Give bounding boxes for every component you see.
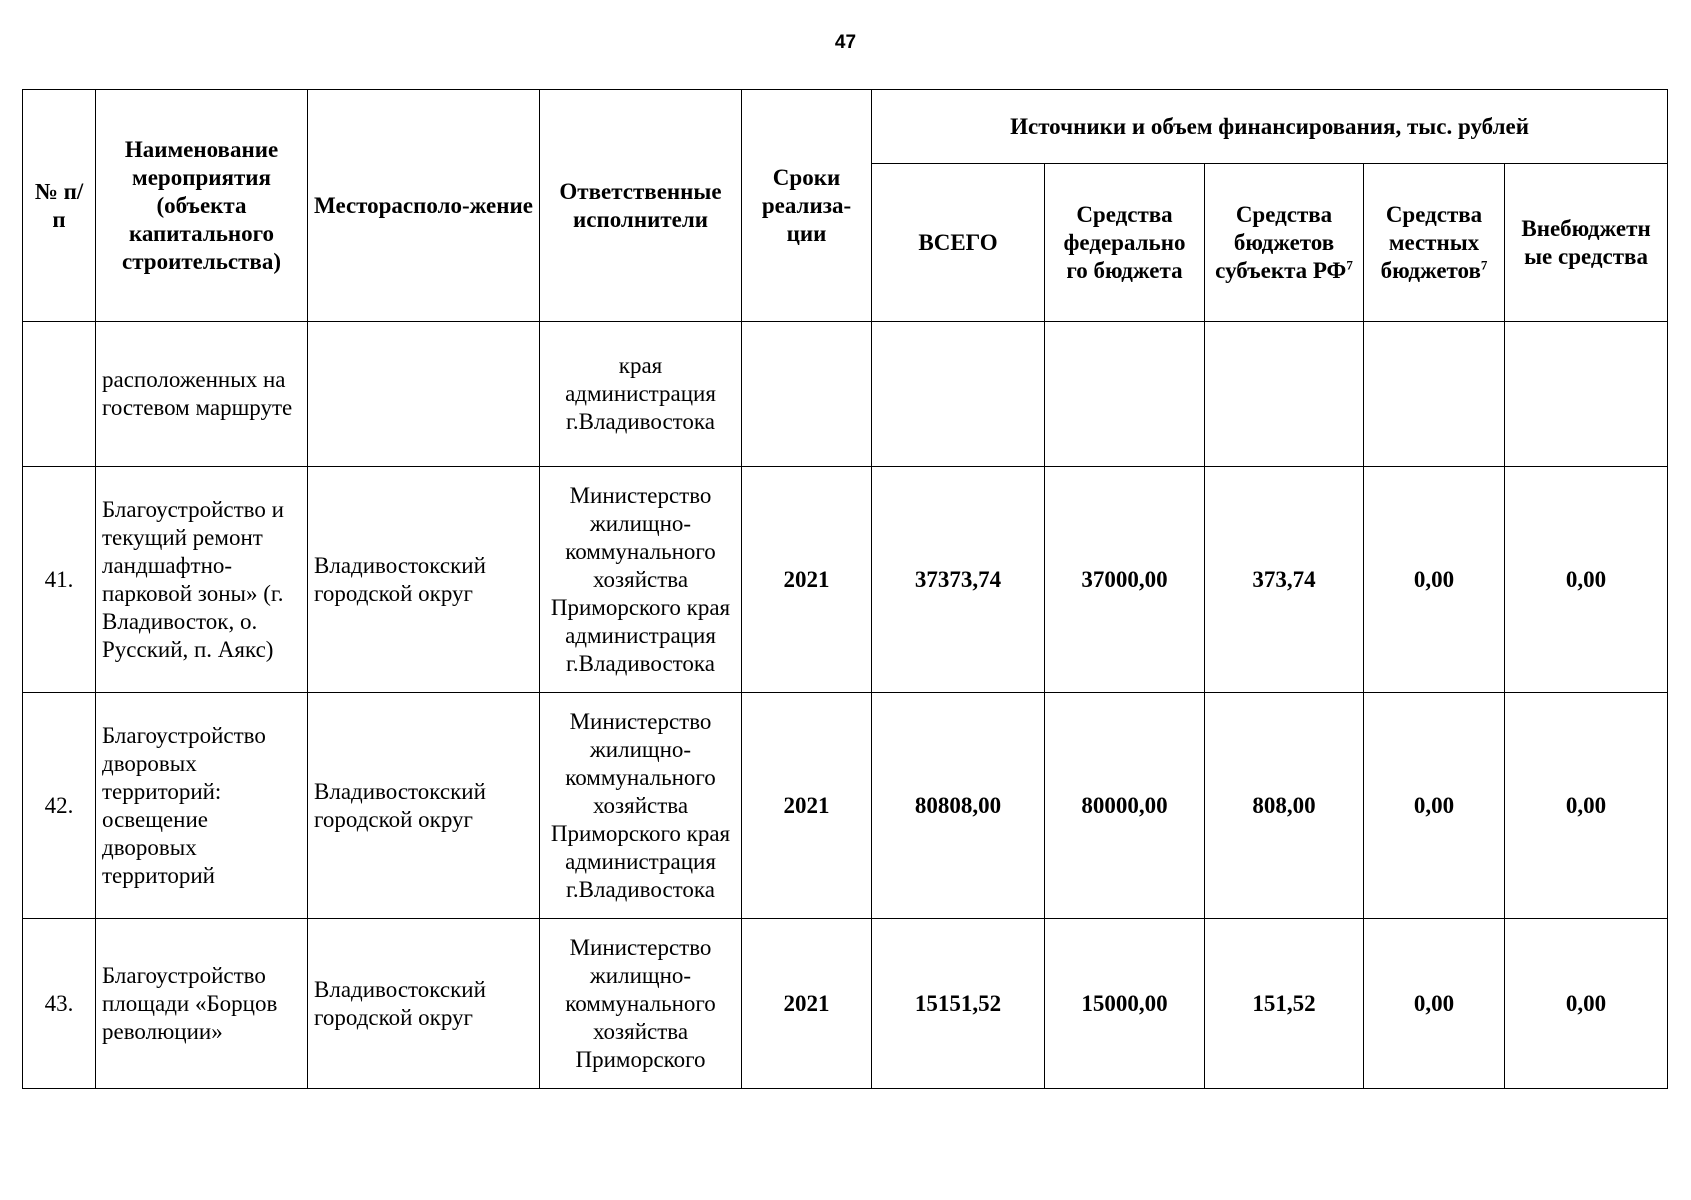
cell-responsible: Министерство жилищно-коммунального хозяйства Приморского	[540, 919, 742, 1089]
cell-subject: 373,74	[1205, 467, 1364, 693]
header-num: № п/п	[23, 90, 96, 322]
cell-extra: 0,00	[1505, 693, 1668, 919]
cell-federal: 15000,00	[1045, 919, 1205, 1089]
cell-total	[872, 322, 1045, 467]
cell-name: Благоустройство дворовых территорий: освещение дворовых территорий	[96, 693, 308, 919]
header-federal: Средства федерально го бюджета	[1045, 164, 1205, 322]
cell-responsible: Министерство жилищно-коммунального хозяйства Приморского края администрация г.Владивостока	[540, 467, 742, 693]
cell-local: 0,00	[1364, 693, 1505, 919]
header-subject-footnote: 7	[1346, 256, 1353, 272]
cell-period: 2021	[742, 467, 872, 693]
funding-table	[22, 89, 1668, 1089]
header-local	[1364, 164, 1505, 322]
cell-location: Владивостокский городской округ	[308, 919, 540, 1089]
header-location: Месторасполо-жение	[308, 90, 540, 322]
cell-responsible: края администрация г.Владивостока	[540, 322, 742, 467]
cell-local: 0,00	[1364, 919, 1505, 1089]
header-name: Наименование мероприятия (объекта капитального строительства)	[96, 90, 308, 322]
cell-federal: 37000,00	[1045, 467, 1205, 693]
header-funding-group: Источники и объем финансирования, тыс. рублей	[872, 90, 1668, 164]
cell-location: Владивостокский городской округ	[308, 467, 540, 693]
header-responsible: Ответственные исполнители	[540, 90, 742, 322]
cell-total: 80808,00	[872, 693, 1045, 919]
cell-extra: 0,00	[1505, 919, 1668, 1089]
cell-period: 2021	[742, 919, 872, 1089]
cell-responsible: Министерство жилищно-коммунального хозяйства Приморского края администрация г.Владивостока	[540, 693, 742, 919]
header-extra: Внебюджетн ые средства	[1505, 164, 1668, 322]
table-row	[23, 467, 1668, 693]
cell-name: Благоустройство площади «Борцов революции»	[96, 919, 308, 1089]
cell-subject	[1205, 322, 1364, 467]
cell-total: 15151,52	[872, 919, 1045, 1089]
table-row	[23, 919, 1668, 1089]
cell-local: 0,00	[1364, 467, 1505, 693]
cell-federal: 80000,00	[1045, 693, 1205, 919]
cell-num	[23, 322, 96, 467]
cell-name: расположенных на гостевом маршруте	[96, 322, 308, 467]
cell-num: 42.	[23, 693, 96, 919]
cell-extra	[1505, 322, 1668, 467]
table-row-continuation	[23, 322, 1668, 467]
cell-extra: 0,00	[1505, 467, 1668, 693]
header-subject-text: Средства бюджетов субъекта РФ	[1215, 201, 1347, 283]
header-period: Сроки реализа-ции	[742, 90, 872, 322]
header-local-footnote: 7	[1480, 256, 1488, 272]
cell-num: 41.	[23, 467, 96, 693]
cell-local	[1364, 322, 1505, 467]
cell-subject: 151,52	[1205, 919, 1364, 1089]
header-local-text: Средства местных бюджетов	[1380, 201, 1483, 283]
cell-location: Владивостокский городской округ	[308, 693, 540, 919]
cell-federal	[1045, 322, 1205, 467]
cell-subject: 808,00	[1205, 693, 1364, 919]
cell-name: Благоустройство и текущий ремонт ландшафтно-парковой зоны» (г. Владивосток, о. Русский, п. Аякс)	[96, 467, 308, 693]
table-row	[23, 693, 1668, 919]
header-subject	[1205, 164, 1364, 322]
cell-period: 2021	[742, 693, 872, 919]
header-total: ВСЕГО	[872, 164, 1045, 322]
cell-total: 37373,74	[872, 467, 1045, 693]
header-row-1	[23, 90, 1668, 164]
cell-num: 43.	[23, 919, 96, 1089]
cell-period	[742, 322, 872, 467]
page-number: 47	[834, 32, 857, 53]
cell-location	[308, 322, 540, 467]
